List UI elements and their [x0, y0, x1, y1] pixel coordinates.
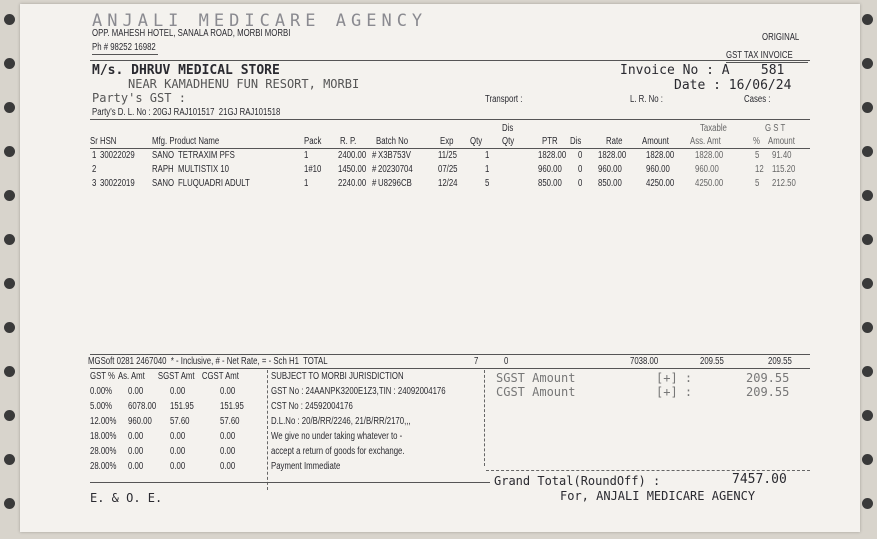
col-pack: Pack — [304, 136, 322, 147]
perforation-hole — [862, 366, 873, 377]
item-batch: X3B753V — [378, 150, 411, 161]
item-rate: 850.00 — [598, 178, 622, 189]
sgst-value: 209.55 — [746, 371, 790, 385]
grand-total-label: Grand Total(RoundOff) : — [494, 474, 661, 488]
terms-line: We give no under taking whatever to - — [271, 431, 403, 442]
item-gst-pct: 5 — [755, 178, 760, 189]
col-dis-qty: Qty — [502, 136, 515, 147]
gst-table-cell: 151.95 — [220, 401, 244, 412]
item-gst-pct: 12 — [755, 164, 764, 175]
item-pack: 1 — [304, 178, 309, 189]
col-taxable: Ass. Amt — [690, 136, 721, 147]
party-address: NEAR KAMADHENU FUN RESORT, MORBI — [128, 77, 360, 91]
item-pack: 1 — [304, 150, 309, 161]
lr-label: L. R. No : — [630, 94, 663, 105]
item-gst-amount: 212.50 — [772, 178, 796, 189]
col-ptr: PTR — [542, 136, 558, 147]
gst-table-cell: 0.00 — [220, 386, 236, 397]
transport-label: Transport : — [485, 94, 523, 105]
perforation-hole — [4, 322, 15, 333]
col-product: Mfg. Product Name — [152, 136, 220, 147]
item-amount: 1828.00 — [646, 150, 675, 161]
invoice-type: GST TAX INVOICE — [726, 50, 793, 61]
item-rp: 2400.00 — [338, 150, 367, 161]
perforation-hole — [862, 146, 873, 157]
total-sgst: 209.55 — [700, 356, 724, 367]
total-amount: 7038.00 — [630, 356, 659, 367]
terms-line: CST No : 24592004176 — [271, 401, 353, 412]
perforation-hole — [4, 366, 15, 377]
item-dis: 0 — [578, 178, 583, 189]
item-gst-pct: 5 — [755, 150, 760, 161]
gst-table-cell: 0.00 — [128, 431, 144, 442]
item-qty: 1 — [485, 164, 490, 175]
item-hsn: 30022029 — [100, 150, 135, 161]
gst-table-cell: 18.00% — [90, 431, 117, 442]
gst-table-cell: 0.00 — [220, 446, 236, 457]
item-ptr: 1828.00 — [538, 150, 567, 161]
item-sr: 1 — [92, 150, 97, 161]
item-flag: # — [372, 178, 377, 189]
perforation-hole — [862, 102, 873, 113]
gst-table-header-cell: As. Amt — [117, 371, 145, 382]
item-sr: 3 — [92, 178, 97, 189]
gst-table-cell: 28.00% — [90, 461, 117, 472]
gst-table-cell: 0.00 — [170, 431, 186, 442]
gst-table-cell: 0.00 — [128, 386, 144, 397]
col-amount: Amount — [642, 136, 669, 147]
sgst-label: SGST Amount — [496, 371, 576, 385]
item-dis: 0 — [578, 164, 583, 175]
item-rp: 1450.00 — [338, 164, 367, 175]
party-gst-label: Party's GST : — [92, 91, 186, 105]
perforation-hole — [4, 498, 15, 509]
grand-total-value: 7457.00 — [732, 472, 787, 487]
item-hsn: 30022019 — [100, 178, 135, 189]
col-gst-amount: Amount — [768, 136, 795, 147]
col-sr-hsn: Sr HSN — [90, 136, 117, 147]
item-gst-amount: 91.40 — [772, 150, 792, 161]
item-rate: 960.00 — [598, 164, 622, 175]
perforation-hole — [4, 102, 15, 113]
col-rp: R. P. — [340, 136, 357, 147]
item-rate: 1828.00 — [598, 150, 627, 161]
col-gst-pct: % — [753, 136, 760, 147]
invoice-date: Date : 16/06/24 — [674, 78, 792, 93]
item-taxable: 1828.00 — [695, 150, 724, 161]
col-rate: Rate — [606, 136, 623, 147]
item-mfg: SANO — [152, 178, 175, 189]
gst-table-cell: 5.00% — [90, 401, 113, 412]
cases-label: Cases : — [744, 94, 771, 105]
item-dis: 0 — [578, 150, 583, 161]
col-dis: Dis — [570, 136, 582, 147]
perforation-hole — [4, 410, 15, 421]
perforation-hole — [862, 14, 873, 25]
item-amount: 4250.00 — [646, 178, 675, 189]
col-exp: Exp — [440, 136, 454, 147]
gst-table-cell: 0.00 — [128, 461, 144, 472]
perforation-hole — [862, 190, 873, 201]
perforation-hole — [862, 410, 873, 421]
perforation-hole — [4, 146, 15, 157]
item-exp: 07/25 — [438, 164, 458, 175]
item-flag: # — [372, 150, 377, 161]
item-exp: 11/25 — [438, 150, 457, 161]
agency-phone: Ph # 98252 16982 — [92, 42, 156, 53]
item-batch: U8296CB — [378, 178, 412, 189]
cgst-sign: [+] : — [656, 385, 693, 399]
gst-table-cell: 57.60 — [220, 416, 240, 427]
gst-table-cell: 0.00 — [220, 461, 236, 472]
item-flag: # — [372, 164, 377, 175]
invoice-number: Invoice No : A 581 — [620, 63, 785, 78]
gst-table-cell: 151.95 — [170, 401, 194, 412]
perforation-hole — [862, 278, 873, 289]
item-taxable: 4250.00 — [695, 178, 724, 189]
item-product: FLUQUADRI ADULT — [178, 178, 250, 189]
gst-table-cell: 0.00 — [128, 446, 144, 457]
copy-label: ORIGINAL — [762, 32, 800, 43]
gst-table-cell: 0.00 — [170, 386, 186, 397]
item-ptr: 960.00 — [538, 164, 562, 175]
perforation-hole — [862, 234, 873, 245]
perforation-hole — [862, 498, 873, 509]
gst-table-header-cell: SGST Amt — [157, 371, 195, 382]
gst-table-cell: 28.00% — [90, 446, 117, 457]
eoe-label: E. & O. E. — [90, 491, 163, 505]
gst-table-header-cell: GST % — [90, 371, 115, 382]
gst-table-header-cell: CGST Amt — [201, 371, 239, 382]
signature-label: For, ANJALI MEDICARE AGENCY — [560, 489, 756, 503]
sgst-sign: [+] : — [656, 371, 693, 385]
gst-table-cell: 57.60 — [170, 416, 190, 427]
gst-table-cell: 0.00 — [170, 461, 186, 472]
col-dis-top: Dis — [502, 123, 514, 134]
col-gst-top: G S T — [765, 123, 786, 134]
perforation-hole — [862, 58, 873, 69]
col-batch: Batch No — [376, 136, 409, 147]
perforation-hole — [4, 278, 15, 289]
item-sr: 2 — [92, 164, 97, 175]
item-exp: 12/24 — [438, 178, 458, 189]
gst-table-cell: 0.00 — [220, 431, 236, 442]
perforation-hole — [4, 14, 15, 25]
item-mfg: SANO — [152, 150, 175, 161]
item-taxable: 960.00 — [695, 164, 719, 175]
invoice-paper — [20, 4, 860, 532]
gst-table-cell: 0.00 — [170, 446, 186, 457]
item-amount: 960.00 — [646, 164, 670, 175]
party-dl: Party's D. L. No : 20GJ RAJ101517 21GJ RAJ101518 — [92, 107, 281, 118]
total-qty: 7 — [474, 356, 479, 367]
gst-table-cell: 960.00 — [128, 416, 152, 427]
item-product: MULTISTIX 10 — [178, 164, 230, 175]
item-gst-amount: 115.20 — [772, 164, 796, 175]
cgst-value: 209.55 — [746, 385, 790, 399]
item-ptr: 850.00 — [538, 178, 562, 189]
gst-table-cell: 6078.00 — [128, 401, 157, 412]
col-qty: Qty — [470, 136, 483, 147]
terms-line: SUBJECT TO MORBI JURISDICTION — [271, 371, 404, 382]
perforation-hole — [4, 190, 15, 201]
footer-note: MGSoft 0281 2467040 * - Inclusive, # - Net Rate, = - Sch H1 TOTAL — [88, 356, 328, 367]
col-taxable-top: Taxable — [700, 123, 727, 134]
total-dis-qty: 0 — [504, 356, 509, 367]
party-name: M/s. DHRUV MEDICAL STORE — [92, 63, 280, 78]
cgst-label: CGST Amount — [496, 385, 576, 399]
terms-line: GST No : 24AANPK3200E1Z3,TIN : 24092004176 — [271, 386, 446, 397]
item-pack: 1#10 — [304, 164, 322, 175]
terms-line: D.L.No : 20/B/RR/2246, 21/B/RR/2170,,, — [271, 416, 411, 427]
agency-address: OPP. MAHESH HOTEL, SANALA ROAD, MORBI MORBI — [92, 28, 291, 39]
terms-line: accept a return of goods for exchange. — [271, 446, 405, 457]
gst-table-cell: 12.00% — [90, 416, 117, 427]
item-qty: 1 — [485, 150, 490, 161]
total-cgst: 209.55 — [768, 356, 792, 367]
terms-line: Payment Immediate — [271, 461, 341, 472]
item-mfg: RAPH — [152, 164, 174, 175]
perforation-hole — [862, 322, 873, 333]
perforation-hole — [4, 58, 15, 69]
item-batch: 20230704 — [378, 164, 413, 175]
perforation-hole — [4, 454, 15, 465]
item-qty: 5 — [485, 178, 490, 189]
item-rp: 2240.00 — [338, 178, 367, 189]
perforation-hole — [4, 234, 15, 245]
perforation-hole — [862, 454, 873, 465]
gst-table-cell: 0.00% — [90, 386, 113, 397]
agency-name: ANJALI MEDICARE AGENCY — [92, 11, 428, 31]
item-product: TETRAXIM PFS — [178, 150, 235, 161]
